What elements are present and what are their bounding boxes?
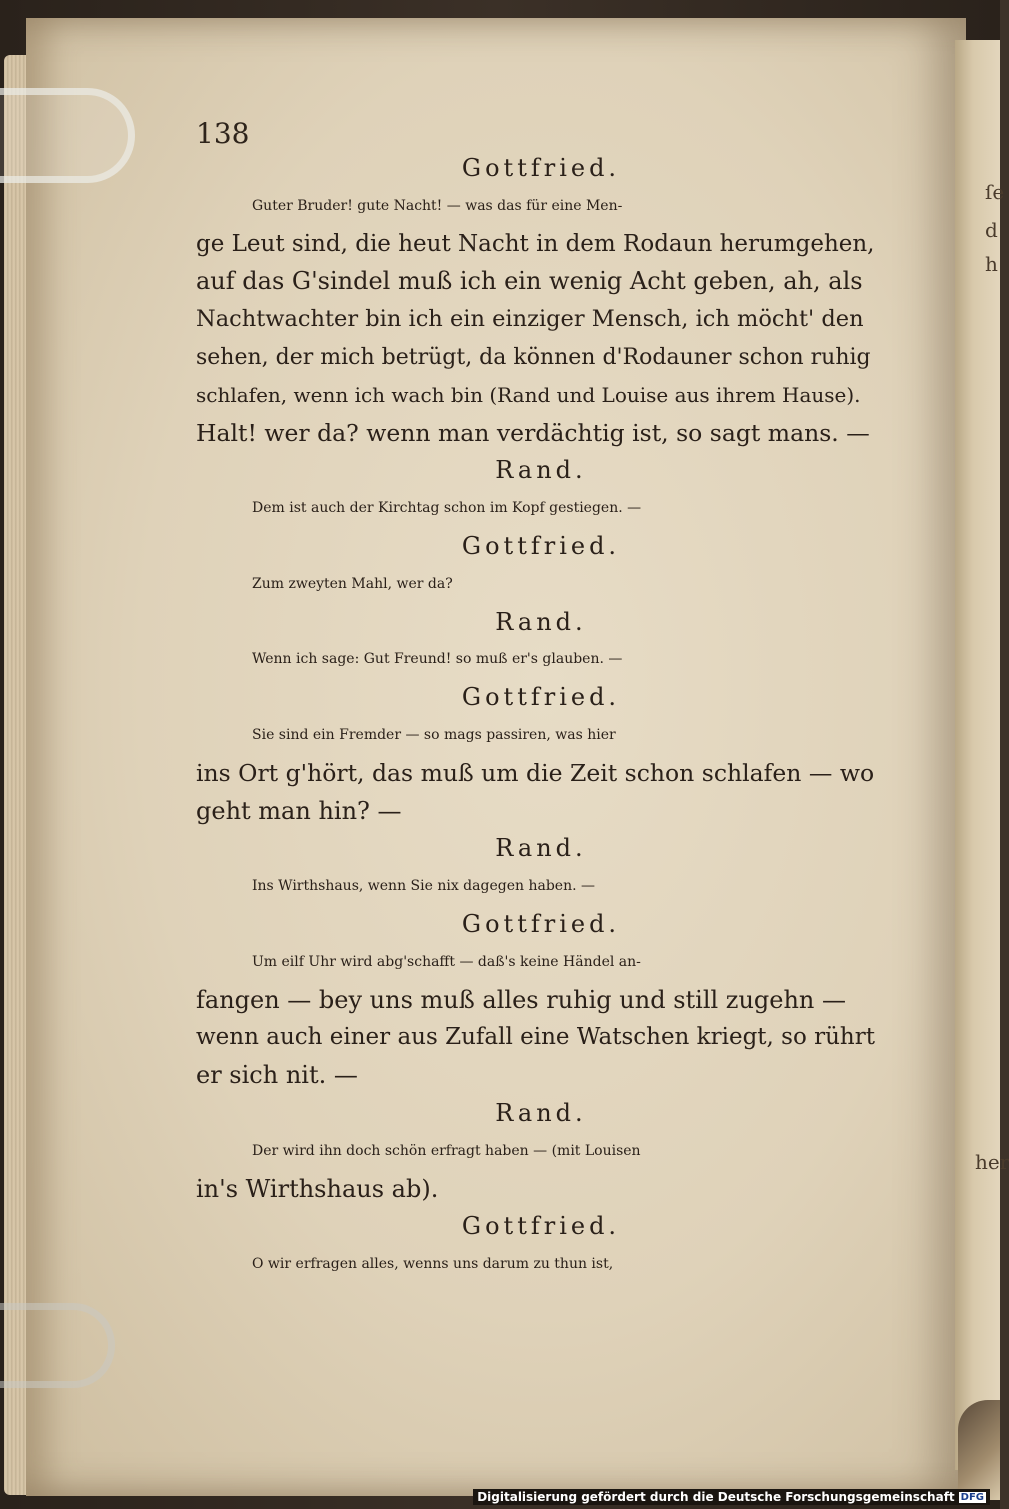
text-line: Halt! wer da? wenn man verdächtig ist, so sagt mans. — [196, 418, 870, 447]
next-page-fragment: her [975, 1150, 1009, 1174]
page-number: 138 [196, 117, 250, 150]
speaker-name: Gottfried. [461, 909, 621, 938]
text-line: schlafen, wenn ich wach bin (Rand und Louise aus ihrem Hause). [196, 382, 861, 407]
text-line: wenn auch einer aus Zufall eine Watschen kriegt, so rührt [196, 1024, 875, 1051]
text-line: Wenn ich sage: Gut Freund! so muß er's glauben. — [252, 651, 623, 668]
text-line: in's Wirthshaus ab). [196, 1174, 439, 1203]
next-page-fragment: d [985, 218, 998, 242]
dfg-logo: DFG [960, 1491, 984, 1503]
text-line: er sich nit. — [196, 1061, 358, 1090]
text-line: Der wird ihn doch schön erfragt haben — (mit Louisen [252, 1142, 641, 1159]
footer-credit [473, 1489, 990, 1505]
text-line: Um eilf Uhr wird abg'schafft — daß's keine Händel an- [252, 953, 641, 970]
text-line: O wir erfragen alles, wenns uns darum zu thun ist, [252, 1256, 614, 1273]
text-line: geht man hin? — [196, 796, 402, 825]
text-line: ins Ort g'hört, das muß um die Zeit schon schlafen — wo [196, 758, 875, 787]
page-clip-top [0, 88, 135, 183]
footer-credit-text: Digitalisierung gefördert durch die Deutsche Forschungsgemeinschaft [477, 1490, 955, 1504]
speaker-name: Gottfried. [461, 154, 621, 182]
speaker-name: Rand. [495, 456, 587, 485]
text-line: Ins Wirthshaus, wenn Sie nix dagegen haben. — [252, 878, 595, 895]
text-line: Zum zweyten Mahl, wer da? [252, 575, 453, 592]
text-line: ge Leut sind, die heut Nacht in dem Rodaun herumgehen, [196, 230, 875, 257]
text-line: Guter Bruder! gute Nacht! — was das für eine Men- [252, 197, 623, 214]
next-page-edge [955, 40, 1009, 1470]
text-line: fangen — bey uns muß alles ruhig und still zugehn — [196, 985, 847, 1014]
speaker-name: Gottfried. [461, 531, 621, 560]
text-line: sehen, der mich betrügt, da können d'Rodauner schon ruhig [196, 344, 871, 370]
page-text [196, 150, 876, 1284]
speaker-name: Rand. [495, 834, 587, 863]
speaker-name: Rand. [495, 1098, 587, 1127]
page-clip-bottom [0, 1303, 115, 1388]
next-page-fragment: h [985, 252, 998, 276]
speaker-name: Gottfried. [461, 1212, 621, 1241]
speaker-name: Gottfried. [461, 683, 621, 712]
text-line: Nachtwachter bin ich ein einziger Mensch, ich möcht' den [196, 306, 864, 333]
text-line: Dem ist auch der Kirchtag schon im Kopf gestiegen. — [252, 500, 642, 517]
speaker-name: Rand. [495, 607, 587, 636]
text-line: Sie sind ein Fremder — so mags passiren, was hier [252, 726, 616, 743]
page-curl [958, 1400, 1000, 1500]
text-line: auf das G'sindel muß ich ein wenig Acht geben, ah, als [196, 267, 863, 296]
next-page-fragment: ſe [985, 180, 1005, 204]
